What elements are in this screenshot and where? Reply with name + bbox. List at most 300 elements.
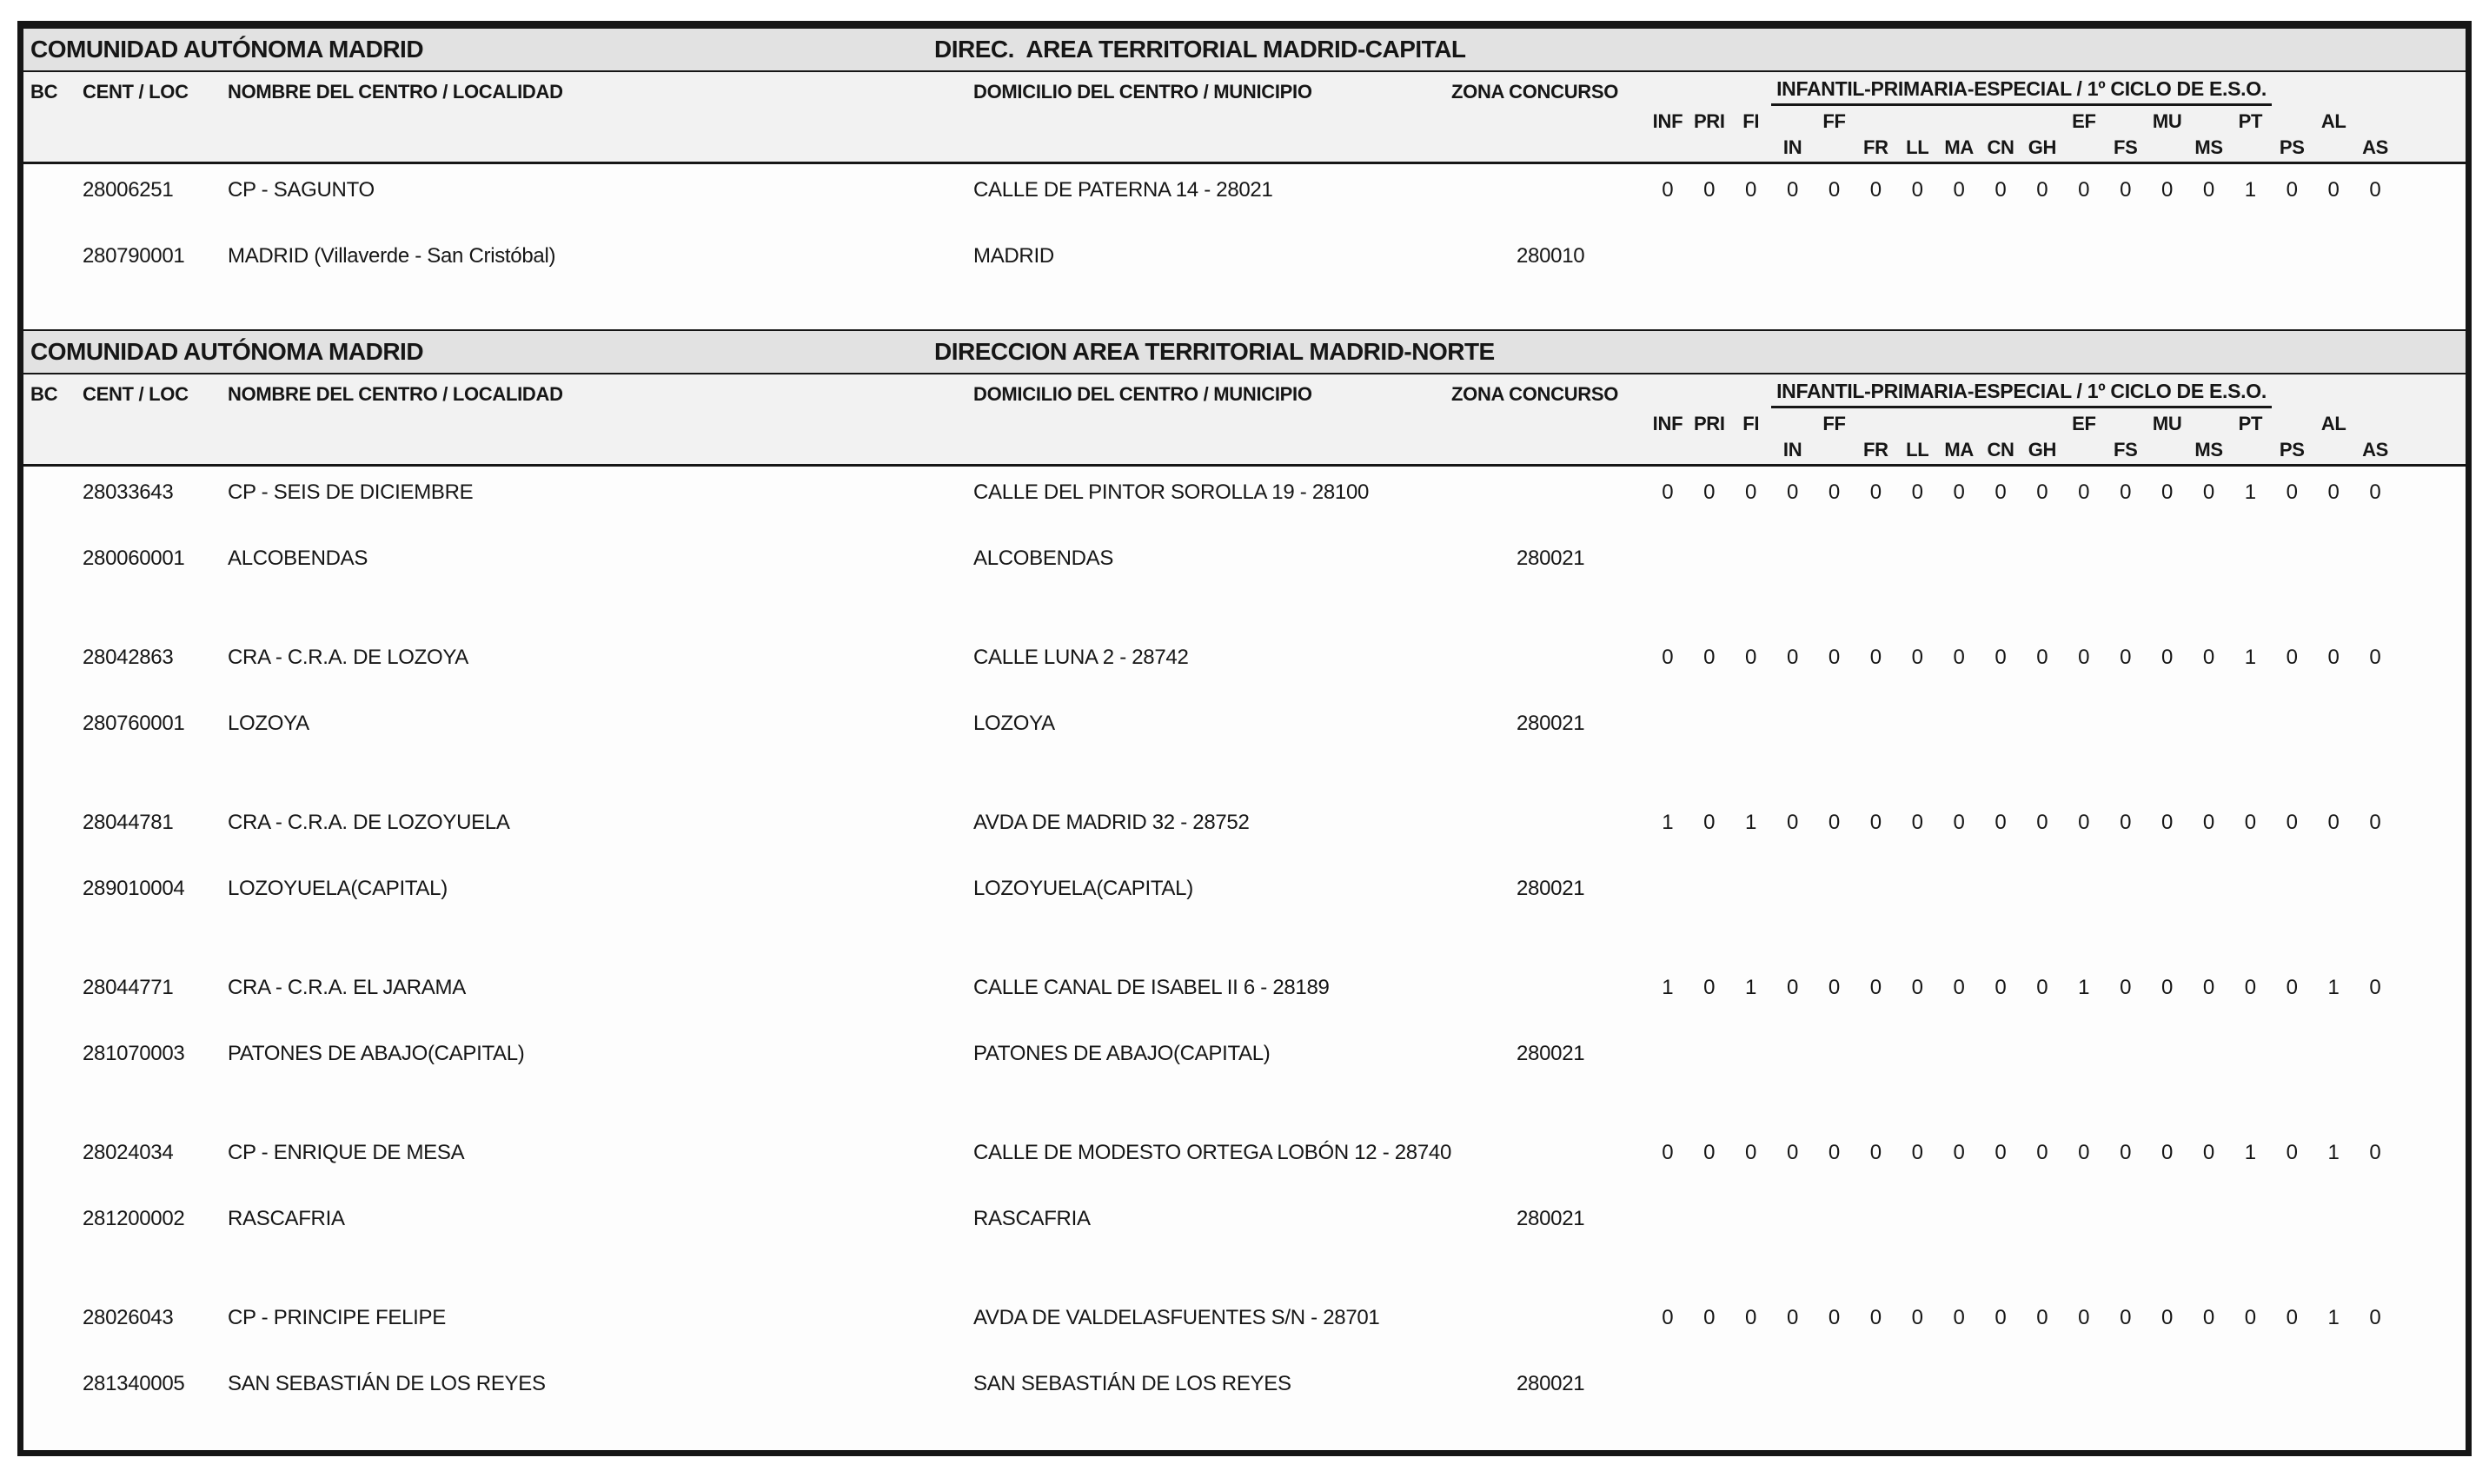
vacancy-value: 1 — [2327, 1141, 2340, 1164]
subject-col-label — [1896, 110, 1938, 133]
vacancy-value: 0 — [1662, 1141, 1674, 1164]
center-line — [23, 178, 2466, 206]
vacancy-value: 0 — [2244, 1306, 2257, 1329]
subject-col-label: LL — [1906, 136, 1929, 158]
subject-col-label — [2188, 110, 2230, 133]
subject-col-label — [2271, 413, 2313, 435]
subject-col-label — [1772, 110, 1814, 133]
subject-col-label — [1896, 413, 1938, 435]
subject-header-row-top — [1647, 110, 2396, 133]
subject-col-label: AS — [2362, 136, 2389, 158]
subject-col-label — [1938, 110, 1980, 133]
vacancy-value: 1 — [2078, 976, 2090, 999]
vacancy-value: 0 — [2120, 811, 2132, 834]
subject-col-label: INF — [1652, 110, 1683, 132]
center-code: 28033643 — [83, 480, 174, 504]
vacancy-value: 0 — [2120, 976, 2132, 999]
center-address: CALLE DEL PINTOR SOROLLA 19 - 28100 — [973, 480, 1370, 504]
col-header-domicilio: DOMICILIO DEL CENTRO / MUNICIPIO — [973, 383, 1312, 405]
vacancy-value: 0 — [2160, 178, 2174, 202]
center-code: 28026043 — [83, 1306, 174, 1329]
subject-col-label — [1647, 439, 1689, 461]
subject-col-label: IN — [1782, 439, 1802, 460]
vacancy-value: 0 — [1953, 811, 1965, 834]
center-address: AVDA DE MADRID 32 - 28752 — [973, 811, 1250, 834]
subject-col-label: PS — [2279, 439, 2305, 460]
center-entry — [23, 632, 2466, 797]
vacancy-value: 0 — [2202, 178, 2215, 202]
subject-group-title: INFANTIL-PRIMARIA-ESPECIAL / 1º CICLO DE E.S.O. — [1771, 77, 2272, 106]
sections-container — [23, 27, 2466, 1456]
subject-col-label — [1689, 439, 1730, 461]
subject-col-label: FR — [1863, 439, 1888, 460]
vacancy-value: 0 — [2036, 178, 2048, 202]
subject-col-label — [1772, 413, 1814, 435]
vacancy-value: 0 — [1703, 1141, 1716, 1164]
vacancy-value: 0 — [1745, 178, 1757, 202]
municipality: SAN SEBASTIÁN DE LOS REYES — [973, 1372, 1291, 1395]
vacancy-value: 0 — [1995, 646, 2007, 669]
subject-group-wrap — [1647, 77, 2396, 106]
locality-name: SAN SEBASTIÁN DE LOS REYES — [228, 1372, 546, 1395]
zone-value: 280021 — [1517, 1372, 1585, 1395]
subject-col-label — [1730, 136, 1772, 159]
vacancy-value: 0 — [2036, 811, 2048, 834]
center-line — [23, 646, 2466, 673]
subject-col-label — [2229, 136, 2271, 159]
vacancy-value: 0 — [2244, 811, 2257, 834]
subject-col-label — [2313, 136, 2354, 159]
center-entry — [23, 797, 2466, 962]
subject-col-label: AL — [2320, 110, 2346, 132]
vacancy-value: 1 — [2244, 646, 2257, 669]
section-header-bar — [23, 27, 2466, 72]
vacancy-value: 0 — [1869, 480, 1882, 504]
subject-col-label — [1855, 110, 1896, 133]
vacancy-values-row — [1647, 811, 2396, 835]
subject-group-wrap — [1647, 380, 2396, 408]
vacancy-value: 0 — [2202, 976, 2215, 999]
center-code: 28044781 — [83, 811, 174, 834]
center-code: 28044771 — [83, 976, 174, 999]
locality-name: ALCOBENDAS — [228, 547, 368, 570]
vacancy-value: 0 — [1786, 811, 1799, 834]
locality-name: LOZOYUELA(CAPITAL) — [228, 877, 448, 900]
subject-col-label: PRI — [1693, 413, 1725, 434]
vacancy-value: 0 — [2120, 178, 2132, 202]
municipality: LOZOYA — [973, 712, 1055, 735]
vacancy-value: 1 — [2327, 976, 2340, 999]
locality-line — [23, 877, 2466, 904]
vacancy-value: 0 — [2327, 811, 2340, 834]
locality-name: PATONES DE ABAJO(CAPITAL) — [228, 1042, 525, 1065]
center-address: CALLE LUNA 2 - 28742 — [973, 646, 1189, 669]
locality-name: MADRID (Villaverde - San Cristóbal) — [228, 244, 556, 268]
vacancy-value: 0 — [2202, 646, 2215, 669]
center-name: CRA - C.R.A. EL JARAMA — [228, 976, 466, 999]
locality-code: 280790001 — [83, 244, 185, 268]
municipality: LOZOYUELA(CAPITAL) — [973, 877, 1193, 900]
vacancy-value: 0 — [2327, 480, 2340, 504]
vacancy-value: 0 — [1703, 1306, 1716, 1329]
subject-col-label — [1689, 136, 1730, 159]
vacancy-value: 0 — [2202, 480, 2215, 504]
vacancy-value: 0 — [2036, 1306, 2048, 1329]
vacancy-value: 0 — [2160, 1306, 2174, 1329]
center-entry — [23, 1292, 2466, 1456]
vacancy-value: 1 — [1662, 811, 1674, 834]
center-name: CP - ENRIQUE DE MESA — [228, 1141, 465, 1164]
subject-header-row-bottom — [1647, 136, 2396, 159]
vacancy-value: 0 — [1953, 480, 1965, 504]
subject-col-label: MA — [1944, 439, 1974, 460]
vacancy-value: 0 — [1953, 976, 1965, 999]
vacancy-value: 0 — [2244, 976, 2257, 999]
vacancy-value: 1 — [2327, 1306, 2340, 1329]
center-name: CRA - C.R.A. DE LOZOYA — [228, 646, 469, 669]
subject-col-label — [2313, 439, 2354, 461]
vacancy-value: 0 — [2036, 646, 2048, 669]
center-address: CALLE DE MODESTO ORTEGA LOBÓN 12 - 28740 — [973, 1141, 1451, 1164]
vacancy-value: 0 — [1786, 1306, 1799, 1329]
locality-line — [23, 1042, 2466, 1070]
vacancy-value: 0 — [2369, 178, 2381, 202]
center-line — [23, 1306, 2466, 1334]
center-entry — [23, 164, 2466, 329]
vacancy-value: 0 — [1745, 480, 1757, 504]
vacancy-value: 0 — [1869, 178, 1882, 202]
center-entry — [23, 962, 2466, 1127]
col-header-cent-loc: CENT / LOC — [83, 383, 189, 405]
vacancy-values-row — [1647, 1306, 2396, 1330]
vacancy-value: 1 — [2244, 178, 2257, 202]
vacancy-value: 0 — [2369, 1141, 2381, 1164]
subject-col-label — [2105, 110, 2147, 133]
vacancy-value: 0 — [2286, 178, 2298, 202]
vacancy-value: 0 — [1828, 178, 1841, 202]
vacancy-value: 0 — [1703, 646, 1716, 669]
subject-col-label — [2063, 439, 2105, 461]
section-data-body — [23, 164, 2466, 329]
vacancy-value: 0 — [2036, 480, 2048, 504]
vacancy-value: 0 — [1786, 646, 1799, 669]
vacancy-value: 0 — [1703, 811, 1716, 834]
locality-name: RASCAFRIA — [228, 1207, 345, 1230]
subject-col-label — [2021, 110, 2063, 133]
vacancy-value: 0 — [1662, 178, 1674, 202]
vacancy-values-row — [1647, 480, 2396, 505]
territorial-section — [23, 329, 2466, 1456]
vacancy-value: 0 — [1911, 1141, 1923, 1164]
center-name: CP - SAGUNTO — [228, 178, 375, 202]
vacancy-value: 0 — [1786, 1141, 1799, 1164]
zone-value: 280021 — [1517, 712, 1585, 735]
subject-group-title: INFANTIL-PRIMARIA-ESPECIAL / 1º CICLO DE E.S.O. — [1771, 380, 2272, 408]
vacancy-value: 1 — [2244, 1141, 2257, 1164]
vacancy-values-row — [1647, 178, 2396, 202]
vacancy-value: 0 — [1995, 178, 2007, 202]
subject-col-label: FI — [1742, 413, 1760, 434]
center-entry — [23, 1127, 2466, 1292]
vacancy-value: 0 — [1703, 178, 1716, 202]
locality-line — [23, 712, 2466, 739]
locality-line — [23, 547, 2466, 574]
vacancy-value: 0 — [1869, 811, 1882, 834]
subject-col-label: EF — [2072, 413, 2096, 434]
subject-col-label — [1814, 136, 1855, 159]
vacancy-value: 1 — [1745, 811, 1757, 834]
subject-col-label: LL — [1906, 439, 1929, 460]
vacancy-values-row — [1647, 1141, 2396, 1165]
subject-col-label: MS — [2194, 439, 2223, 460]
vacancy-value: 0 — [2078, 1306, 2090, 1329]
vacancy-value: 0 — [1911, 811, 1923, 834]
center-code: 28006251 — [83, 178, 174, 202]
subject-col-label: FF — [1822, 110, 1846, 132]
col-header-domicilio: DOMICILIO DEL CENTRO / MUNICIPIO — [973, 81, 1312, 103]
vacancy-value: 0 — [2120, 1306, 2132, 1329]
municipality: ALCOBENDAS — [973, 547, 1114, 570]
locality-code: 281340005 — [83, 1372, 185, 1395]
vacancy-value: 0 — [2036, 976, 2048, 999]
center-address: CALLE CANAL DE ISABEL II 6 - 28189 — [973, 976, 1330, 999]
subject-col-label — [2147, 439, 2188, 461]
subject-col-label: FR — [1863, 136, 1888, 158]
vacancy-value: 0 — [2286, 1141, 2298, 1164]
vacancy-value: 0 — [1995, 811, 2007, 834]
vacancy-value: 0 — [1869, 646, 1882, 669]
vacancy-value: 0 — [1786, 178, 1799, 202]
locality-code: 280760001 — [83, 712, 185, 735]
subject-col-label: PRI — [1693, 110, 1725, 132]
subject-col-label: FS — [2113, 439, 2138, 460]
center-code: 28042863 — [83, 646, 174, 669]
subject-col-label — [1938, 413, 1980, 435]
center-name: CP - SEIS DE DICIEMBRE — [228, 480, 474, 504]
center-code: 28024034 — [83, 1141, 174, 1164]
center-line — [23, 811, 2466, 838]
subject-col-label: IN — [1782, 136, 1802, 158]
vacancy-value: 0 — [1995, 480, 2007, 504]
locality-line — [23, 1372, 2466, 1400]
vacancy-value: 0 — [2120, 480, 2132, 504]
subject-col-label: AL — [2320, 413, 2346, 434]
vacancy-value: 0 — [2120, 1141, 2132, 1164]
zone-value: 280021 — [1517, 1042, 1585, 1065]
vacancy-value: 0 — [1911, 178, 1923, 202]
subject-col-label — [1730, 439, 1772, 461]
col-header-bc: BC — [30, 383, 58, 405]
vacancy-value: 0 — [1828, 1306, 1841, 1329]
vacancy-value: 0 — [1662, 646, 1674, 669]
locality-code: 289010004 — [83, 877, 185, 900]
subject-col-label — [1855, 413, 1896, 435]
vacancy-value: 0 — [2120, 646, 2132, 669]
vacancy-value: 0 — [2160, 811, 2174, 834]
subject-col-label — [1647, 136, 1689, 159]
subject-col-label — [2229, 439, 2271, 461]
subject-col-label: MA — [1944, 136, 1974, 158]
direction-title: DIRECCION AREA TERRITORIAL MADRID-NORTE — [934, 338, 1495, 365]
zone-value: 280021 — [1517, 877, 1585, 900]
vacancy-value: 0 — [2160, 1141, 2174, 1164]
subject-header-row-bottom — [1647, 439, 2396, 461]
vacancy-value: 0 — [2286, 976, 2298, 999]
vacancy-value: 0 — [2369, 811, 2381, 834]
subject-col-label: EF — [2072, 110, 2096, 132]
locality-line — [23, 1207, 2466, 1235]
vacancy-values-row — [1647, 646, 2396, 670]
vacancy-value: 0 — [1995, 1141, 2007, 1164]
col-header-zona-concurso: ZONA CONCURSO — [1451, 383, 1619, 405]
subject-col-label: FI — [1742, 110, 1760, 132]
vacancy-value: 0 — [1869, 976, 1882, 999]
center-address: AVDA DE VALDELASFUENTES S/N - 28701 — [973, 1306, 1380, 1329]
subject-col-label — [2354, 413, 2396, 435]
subject-col-label — [2063, 136, 2105, 159]
subject-col-label — [2188, 413, 2230, 435]
vacancy-value: 0 — [1786, 976, 1799, 999]
locality-name: LOZOYA — [228, 712, 309, 735]
center-entry — [23, 467, 2466, 632]
vacancy-value: 0 — [2078, 646, 2090, 669]
vacancy-value: 0 — [1911, 480, 1923, 504]
col-header-bc: BC — [30, 81, 58, 103]
vacancy-value: 0 — [1828, 1141, 1841, 1164]
col-header-cent-loc: CENT / LOC — [83, 81, 189, 103]
section-data-body — [23, 467, 2466, 1456]
subject-col-label — [1980, 110, 2021, 133]
vacancy-value: 0 — [1745, 1306, 1757, 1329]
vacancy-value: 0 — [2160, 646, 2174, 669]
vacancy-value: 0 — [2202, 1306, 2215, 1329]
vacancy-value: 0 — [2078, 178, 2090, 202]
subject-col-label: MU — [2152, 110, 2182, 132]
subject-col-label — [1814, 439, 1855, 461]
subject-col-label: PT — [2238, 413, 2263, 434]
vacancy-value: 0 — [1953, 646, 1965, 669]
vacancy-value: 0 — [1953, 1306, 1965, 1329]
subject-col-label — [2021, 413, 2063, 435]
vacancy-value: 0 — [2160, 480, 2174, 504]
vacancy-value: 0 — [1953, 1141, 1965, 1164]
vacancy-value: 0 — [1828, 976, 1841, 999]
vacancy-value: 0 — [2369, 646, 2381, 669]
subject-col-label: CN — [1987, 439, 2014, 460]
vacancy-value: 0 — [2160, 976, 2174, 999]
vacancy-value: 0 — [2327, 178, 2340, 202]
vacancy-value: 0 — [1911, 646, 1923, 669]
subject-col-label — [2271, 110, 2313, 133]
zone-value: 280010 — [1517, 244, 1585, 268]
column-header-row — [23, 72, 2466, 164]
subject-col-label: FS — [2113, 136, 2138, 158]
vacancy-value: 0 — [1869, 1141, 1882, 1164]
vacancy-value: 0 — [2202, 811, 2215, 834]
subject-col-label: GH — [2028, 136, 2057, 158]
vacancy-value: 0 — [2369, 976, 2381, 999]
vacancy-value: 0 — [1828, 646, 1841, 669]
vacancy-value: 0 — [2078, 811, 2090, 834]
vacancy-value: 0 — [1703, 480, 1716, 504]
zone-value: 280021 — [1517, 1207, 1585, 1230]
vacancy-value: 0 — [1745, 646, 1757, 669]
col-header-nombre: NOMBRE DEL CENTRO / LOCALIDAD — [228, 383, 563, 405]
subject-col-label: MS — [2194, 136, 2223, 158]
column-header-row — [23, 374, 2466, 467]
subject-col-label — [2354, 110, 2396, 133]
vacancy-values-row — [1647, 976, 2396, 1000]
municipality: RASCAFRIA — [973, 1207, 1091, 1230]
center-name: CP - PRINCIPE FELIPE — [228, 1306, 446, 1329]
region-title: COMUNIDAD AUTÓNOMA MADRID — [30, 338, 424, 365]
zone-value: 280021 — [1517, 547, 1585, 570]
vacancy-value: 0 — [1828, 480, 1841, 504]
subject-col-label: FF — [1822, 413, 1846, 434]
vacancy-value: 0 — [1786, 480, 1799, 504]
vacancy-value: 0 — [1662, 480, 1674, 504]
vacancy-value: 0 — [1745, 1141, 1757, 1164]
locality-line — [23, 244, 2466, 272]
vacancy-value: 0 — [2286, 480, 2298, 504]
vacancy-value: 0 — [1911, 976, 1923, 999]
vacancy-value: 0 — [2078, 1141, 2090, 1164]
vacancy-value: 0 — [1995, 1306, 2007, 1329]
subject-col-label: PS — [2279, 136, 2305, 158]
vacancy-value: 0 — [2286, 1306, 2298, 1329]
subject-col-label: MU — [2152, 413, 2182, 434]
center-line — [23, 976, 2466, 1004]
locality-code: 281070003 — [83, 1042, 185, 1065]
vacancy-value: 0 — [2327, 646, 2340, 669]
center-address: CALLE DE PATERNA 14 - 28021 — [973, 178, 1273, 202]
locality-code: 281200002 — [83, 1207, 185, 1230]
subject-header-row-top — [1647, 413, 2396, 435]
vacancy-value: 0 — [2369, 480, 2381, 504]
subject-col-label: PT — [2238, 110, 2263, 132]
vacancy-value: 0 — [1995, 976, 2007, 999]
vacancy-value: 0 — [2369, 1306, 2381, 1329]
center-line — [23, 480, 2466, 508]
center-name: CRA - C.R.A. DE LOZOYUELA — [228, 811, 510, 834]
vacancy-value: 1 — [2244, 480, 2257, 504]
municipality: PATONES DE ABAJO(CAPITAL) — [973, 1042, 1271, 1065]
center-line — [23, 1141, 2466, 1169]
territorial-section — [23, 27, 2466, 329]
subject-col-label: GH — [2028, 439, 2057, 460]
report-page — [17, 21, 2472, 1456]
vacancy-value: 0 — [1911, 1306, 1923, 1329]
vacancy-value: 0 — [2202, 1141, 2215, 1164]
vacancy-value: 0 — [2078, 480, 2090, 504]
vacancy-value: 0 — [2286, 811, 2298, 834]
subject-col-label: AS — [2362, 439, 2389, 460]
vacancy-value: 1 — [1745, 976, 1757, 999]
locality-code: 280060001 — [83, 547, 185, 570]
subject-col-label: INF — [1652, 413, 1683, 434]
vacancy-value: 0 — [1828, 811, 1841, 834]
subject-col-label — [2105, 413, 2147, 435]
vacancy-value: 0 — [2036, 1141, 2048, 1164]
vacancy-value: 0 — [1662, 1306, 1674, 1329]
col-header-zona-concurso: ZONA CONCURSO — [1451, 81, 1619, 103]
subject-col-label: CN — [1987, 136, 2014, 158]
vacancy-value: 0 — [2286, 646, 2298, 669]
subject-col-label — [1980, 413, 2021, 435]
direction-title: DIREC. AREA TERRITORIAL MADRID-CAPITAL — [934, 36, 1466, 63]
subject-col-label — [2147, 136, 2188, 159]
municipality: MADRID — [973, 244, 1054, 268]
